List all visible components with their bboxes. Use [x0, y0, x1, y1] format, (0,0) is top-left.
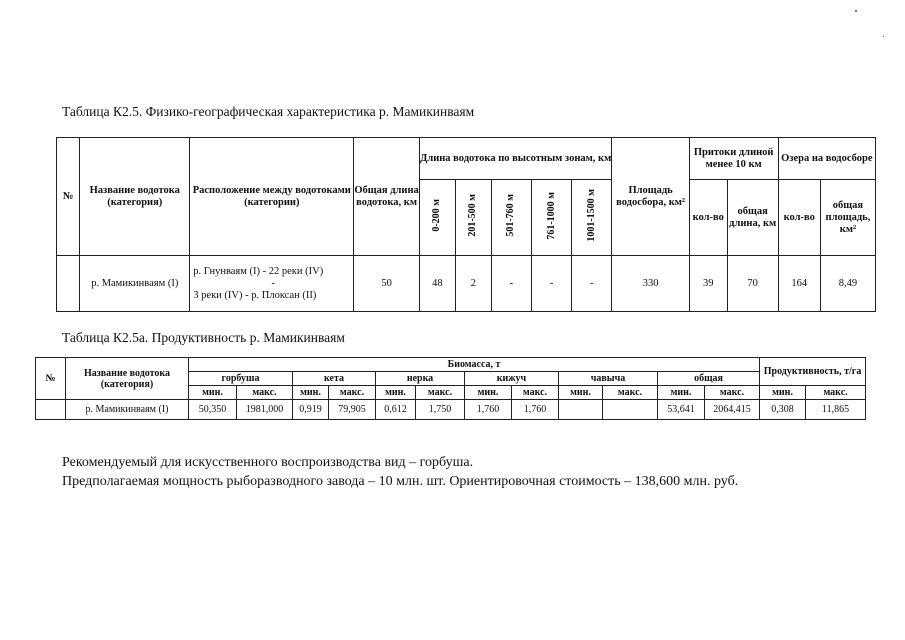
cell-area: 330 — [612, 256, 689, 312]
cell2-value: 50,350 — [189, 400, 237, 420]
cell2-name: р. Мамикинваям (I) — [66, 400, 189, 420]
max-header: макс. — [329, 386, 376, 400]
min-header: мин. — [376, 386, 416, 400]
cell-trib-count: 39 — [689, 256, 727, 312]
min-header: мин. — [189, 386, 237, 400]
species-header: кета — [293, 372, 376, 386]
cell-zone: - — [532, 256, 572, 312]
table-row — [36, 400, 866, 420]
min-header: мин. — [293, 386, 329, 400]
cell-lakes-area: 8,49 — [820, 256, 875, 312]
col-tributaries: Притоки длиной менее 10 км — [689, 138, 778, 180]
cell-zone: - — [491, 256, 531, 312]
species-header: чавыча — [559, 372, 658, 386]
max-header: макс. — [603, 386, 658, 400]
cell-zone: 2 — [455, 256, 491, 312]
cell-length: 50 — [354, 256, 420, 312]
cell-trib-length: 70 — [727, 256, 778, 312]
cell2-num — [36, 400, 66, 420]
col-length: Общая длина водотока, км — [354, 138, 420, 256]
zone-header: 201-500 м — [455, 180, 491, 256]
min-header: мин. — [559, 386, 603, 400]
min-header: мин. — [760, 386, 806, 400]
species-header: кижуч — [465, 372, 559, 386]
trib-count-header: кол-во — [689, 180, 727, 256]
cell2-value: 11,865 — [806, 400, 866, 420]
cell2-value — [603, 400, 658, 420]
cell2-value: 0,612 — [376, 400, 416, 420]
cell-num — [57, 256, 80, 312]
cell-location — [190, 256, 354, 312]
species-header: горбуша — [189, 372, 293, 386]
cell2-value: 1,760 — [512, 400, 559, 420]
cell2-value: 1,760 — [465, 400, 512, 420]
min-header: мин. — [658, 386, 705, 400]
min-header: мин. — [465, 386, 512, 400]
max-header: макс. — [705, 386, 760, 400]
cell-zone: - — [572, 256, 612, 312]
lakes-area-header: общая площадь, км² — [820, 180, 875, 256]
zone-header: 501-760 м — [491, 180, 531, 256]
cell2-value: 0,919 — [293, 400, 329, 420]
cell2-value: 1,750 — [416, 400, 465, 420]
max-header: макс. — [512, 386, 559, 400]
species-header: нерка — [376, 372, 465, 386]
col-zones: Длина водотока по высотным зонам, км — [419, 138, 612, 180]
cell2-value: 2064,415 — [705, 400, 760, 420]
max-header: макс. — [806, 386, 866, 400]
cell2-value: 0,308 — [760, 400, 806, 420]
cell2-value: 1981,000 — [237, 400, 293, 420]
zone-header: 761-1000 м — [532, 180, 572, 256]
location-line2: 3 реки (IV) - р. Плоксан (II) — [193, 289, 317, 301]
col2-biomass: Биомасса, т — [189, 358, 760, 372]
cell-lakes-count: 164 — [778, 256, 820, 312]
scan-speck — [855, 10, 857, 12]
cell2-value — [559, 400, 603, 420]
table2-caption: Таблица К2.5а. Продуктивность р. Мамикинваям — [62, 330, 345, 345]
col-location: Расположение между водотоками (категории) — [190, 138, 354, 256]
recommendation-text: Рекомендуемый для искусственного воспроизводства вид – горбуша. — [62, 455, 474, 470]
max-header: макс. — [416, 386, 465, 400]
col-name: Название водотока (категория) — [80, 138, 190, 256]
physgeo-table — [56, 137, 876, 312]
lakes-count-header: кол-во — [778, 180, 820, 256]
col-area: Площадь водосбора, км² — [612, 138, 689, 256]
col2-num: № — [36, 358, 66, 400]
cell-zone: 48 — [419, 256, 455, 312]
max-header: макс. — [237, 386, 293, 400]
table1-caption: Таблица К2.5. Физико-географическая характеристика р. Мамикинваям — [62, 104, 475, 119]
col2-productivity: Продуктивность, т/га — [760, 358, 866, 386]
zone-header: 1001-1500 м — [572, 180, 612, 256]
col2-name: Название водотока (категория) — [66, 358, 189, 400]
cell-name: р. Мамикинваям (I) — [80, 256, 190, 312]
zone-header: 0-200 м — [419, 180, 455, 256]
col-num: № — [57, 138, 80, 256]
capacity-text: Предполагаемая мощность рыборазводного завода – 10 млн. шт. Ориентировочная стоимость – 138,600 млн. руб. — [62, 474, 739, 489]
table-row — [57, 256, 876, 312]
species-header: общая — [658, 372, 760, 386]
location-dash: - — [271, 277, 276, 289]
cell2-value: 79,905 — [329, 400, 376, 420]
location-line1: р. Гнунваям (I) - 22 реки (IV) — [193, 265, 324, 277]
productivity-table — [35, 357, 866, 420]
scan-speck — [883, 36, 884, 37]
trib-length-header: общая длина, км — [727, 180, 778, 256]
col-lakes: Озера на водосборе — [778, 138, 875, 180]
cell2-value: 53,641 — [658, 400, 705, 420]
